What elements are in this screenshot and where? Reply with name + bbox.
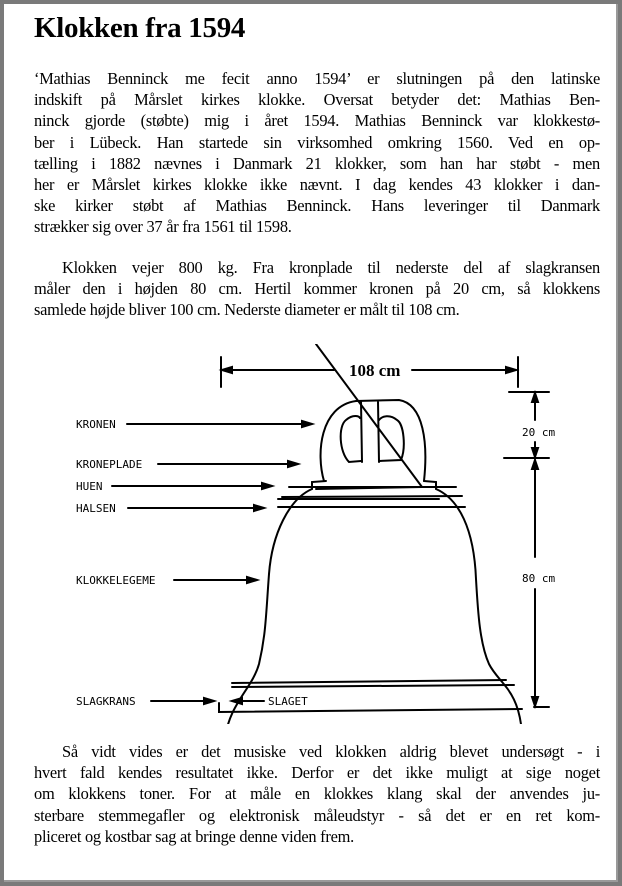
- text-line: strækker sig over 37 år fra 1561 til 1598.: [34, 217, 292, 237]
- crown-stem-right: [378, 402, 379, 462]
- label-kroneplade: KRONEPLADE: [76, 458, 143, 471]
- crown-height-label: 20 cm: [522, 426, 556, 439]
- arrow-right: [506, 367, 516, 373]
- label-slagkrans: SLAGKRANS: [76, 695, 136, 708]
- text-line: måler den i højden 80 cm. Hertil kommer kronen på 20 cm, så klokkens: [34, 279, 600, 299]
- text-line: samlede højde bliver 100 cm. Nederste diameter er målt til 108 cm.: [34, 300, 460, 320]
- label-halsen: HALSEN: [76, 502, 116, 515]
- label-klokkelegeme: KLOKKELEGEME: [76, 574, 156, 587]
- body-height-label: 80 cm: [522, 572, 556, 585]
- arrow-up-body: [532, 460, 538, 469]
- crown-stem-left: [361, 402, 362, 462]
- text-line: hvert fald kendes resultatet ikke. Derfor er det ikke muligt at sige noget: [34, 763, 600, 783]
- text-line: ‘Mathias Benninck me fecit anno 1594’ er slutningen på den latinske: [34, 69, 600, 88]
- bell-bottom: [219, 703, 522, 712]
- arrow-up-crown: [532, 393, 538, 402]
- bell-diagram: [4, 344, 616, 724]
- crown-loop-left: [341, 416, 361, 462]
- slagkrans-line-2: [232, 685, 514, 687]
- text-line: ninck gjorde (støbte) mig i året 1594. Mathias Benninck var klokkestø-: [34, 111, 600, 131]
- arrow-left: [222, 367, 232, 373]
- text-line: her er Mårslet kirkes klokke ikke nævnt. I dag kendes 43 klokker i dan-: [34, 175, 600, 195]
- arrow-down-crown: [532, 448, 538, 457]
- label-slaget: SLAGET: [268, 695, 308, 708]
- text-line: pliceret og kostbar sag at bringe denne viden frem.: [34, 826, 354, 846]
- crown-loop-right: [379, 416, 404, 461]
- text-line: tælling i 1882 nævnes i Danmark 21 klokker, som han har støbt - men: [34, 153, 600, 173]
- text-line: indskift på Mårslet kirkes klokke. Oversat betyder det: Mathias Ben-: [34, 90, 600, 110]
- text-line: om klokkens toner. For at måle en klokkes klang skal der anvendes ju-: [34, 784, 600, 804]
- document-page: [4, 4, 618, 882]
- bell-outline-right: [436, 489, 522, 724]
- halsen-line-1: [282, 496, 462, 497]
- text-line: ber i Lübeck. Han startede sin virksomhed omkring 1560. Ved en op-: [34, 132, 600, 152]
- text-line: Klokken vejer 800 kg. Fra kronplade til nederste del af slagkransen: [62, 258, 600, 277]
- arrow-down-body: [532, 697, 538, 706]
- paragraph-dimensions: [34, 257, 600, 321]
- bell-outline-left: [225, 489, 312, 724]
- text-line: sterbare stemmegafler og elektronisk måleudstyr - så det er en ret kom-: [34, 805, 600, 825]
- page-title: Klokken fra 1594: [34, 12, 246, 44]
- slagkrans-line-1: [232, 680, 506, 683]
- text-line: ske kirker støbt af Mathias Benninck. Hans leveringer til Danmark: [34, 196, 600, 216]
- paragraph-inscription: [34, 68, 600, 238]
- label-huen: HUEN: [76, 480, 103, 493]
- width-dimension-label: 108 cm: [349, 361, 401, 380]
- text-line: Så vidt vides er det musiske ved klokken aldrig blevet undersøgt - i: [62, 742, 600, 761]
- label-kronen: KRONEN: [76, 418, 116, 431]
- paragraph-music: [34, 741, 600, 847]
